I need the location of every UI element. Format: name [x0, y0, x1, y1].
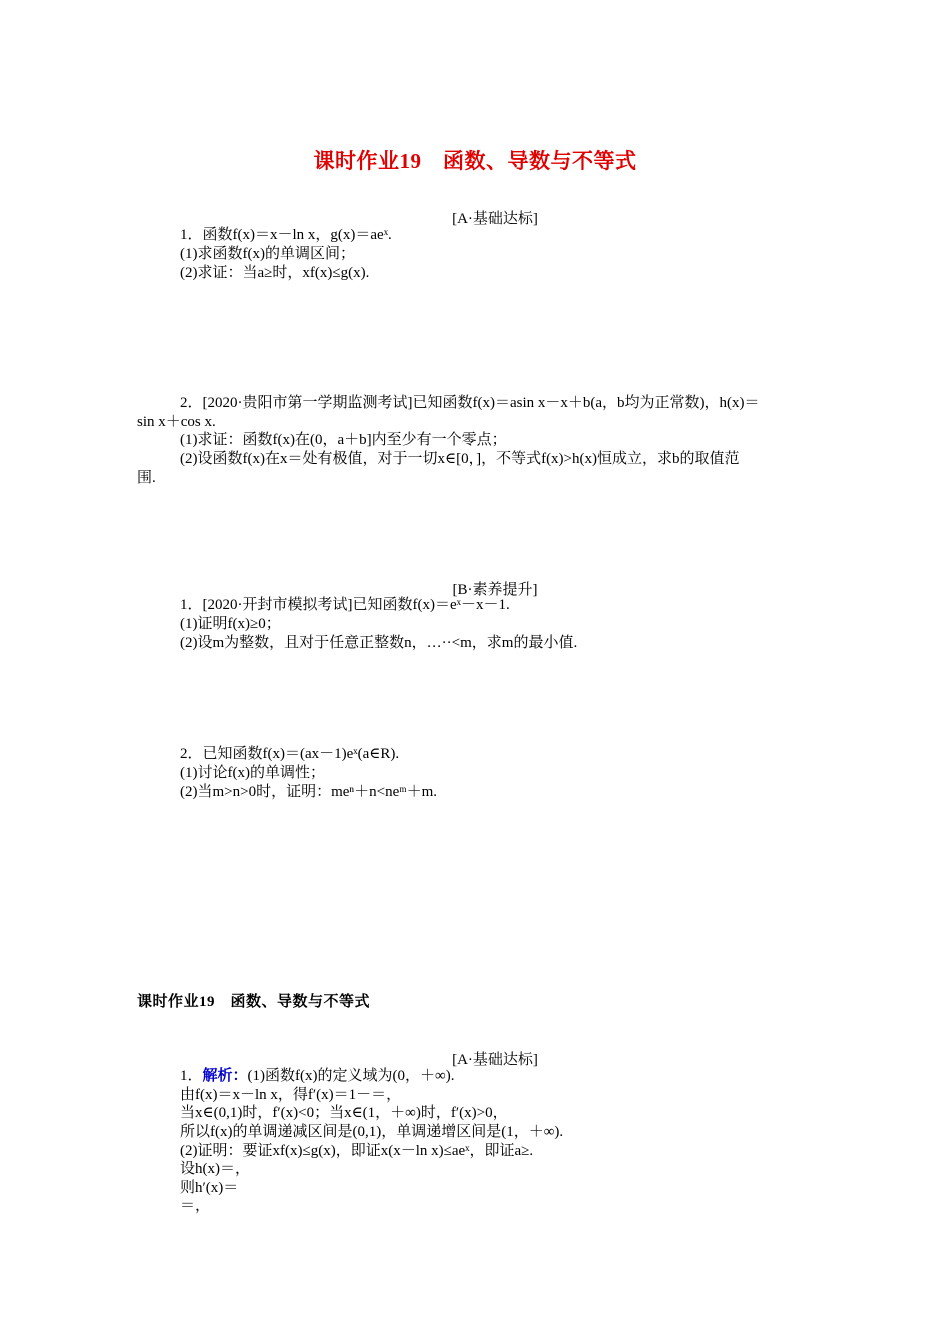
page-title: 课时作业19 函数、导数与不等式	[313, 149, 637, 173]
section-b-heading: [B·素养提升]	[452, 582, 538, 598]
b1-q1: (1)证明f(x)≥0；	[180, 616, 281, 632]
answer-line7: 则h′(x)＝	[180, 1180, 239, 1196]
answer-line8: ＝，	[180, 1198, 211, 1214]
a1-q1: (1)求函数f(x)的单调区间；	[180, 246, 355, 262]
a2-q2-line2: 围.	[137, 470, 156, 486]
a1-q2: (2)求证：当a≥时，xf(x)≤g(x).	[180, 265, 370, 281]
answer-line5: (2)证明：要证xf(x)≤g(x)，即证x(x－ln x)≤aeˣ，即证a≥.	[180, 1143, 534, 1159]
b1-stem: 1．[2020·开封市模拟考试]已知函数f(x)＝eˣ－x－1.	[180, 597, 510, 613]
a2-q2-line1: (2)设函数f(x)在x＝处有极值，对于一切x∈[0，]，不等式f(x)>h(x)恒成立，求b的取值范	[180, 451, 740, 467]
b2-q2: (2)当m>n>0时，证明：meⁿ＋n<neᵐ＋m.	[180, 784, 437, 800]
a2-q1: (1)求证：函数f(x)在(0，a＋b]内至少有一个零点；	[180, 432, 507, 448]
answer-line4: 所以f(x)的单调递减区间是(0,1)，单调递增区间是(1，＋∞).	[180, 1124, 564, 1140]
a2-stem-line1: 2．[2020·贵阳市第一学期监测考试]已知函数f(x)＝asin x－x＋b(a，b均为正常数)，h(x)＝	[180, 395, 760, 411]
analysis-label: 解析：	[202, 1068, 248, 1084]
answer-line1	[180, 1067, 454, 1085]
answer-section-a-heading: [A·基础达标]	[452, 1052, 538, 1068]
a2-stem-line2: sin x＋cos x.	[137, 414, 216, 430]
section-a-heading: [A·基础达标]	[452, 211, 538, 227]
b2-stem: 2．已知函数f(x)＝(ax－1)eˣ(a∈R).	[180, 746, 400, 762]
b1-q2: (2)设m为整数，且对于任意正整数n，…··<m，求m的最小值.	[180, 635, 578, 651]
answer-number: 1．	[180, 1068, 203, 1084]
answer-heading: 课时作业19 函数、导数与不等式	[137, 994, 371, 1010]
a1-stem: 1．函数f(x)＝x－ln x，g(x)＝aeˣ.	[180, 227, 392, 243]
answer-line6: 设h(x)＝，	[180, 1161, 250, 1177]
answer-line1-text: (1)函数f(x)的定义域为(0，＋∞).	[247, 1068, 455, 1084]
b2-q1: (1)讨论f(x)的单调性；	[180, 765, 325, 781]
answer-line3: 当x∈(0,1)时，f′(x)<0；当x∈(1，＋∞)时，f′(x)>0，	[180, 1105, 508, 1121]
answer-line2: 由f(x)＝x－ln x，得f′(x)＝1－＝，	[180, 1087, 402, 1103]
